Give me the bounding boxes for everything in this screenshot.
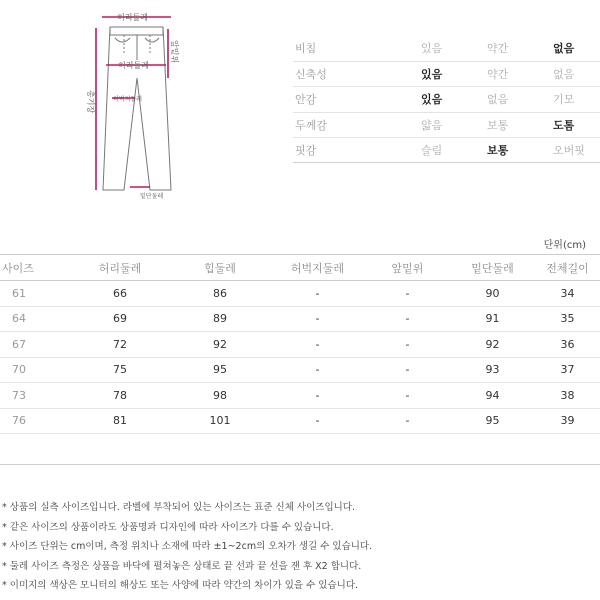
rise-cell: - — [365, 383, 450, 409]
hem-cell: 92 — [450, 332, 535, 358]
attribute-row — [293, 112, 600, 137]
thigh-cell: - — [270, 357, 365, 383]
length-cell: 35 — [535, 306, 600, 332]
header-length: 전체길이 — [535, 255, 600, 281]
attribute-option: 없음 — [553, 42, 575, 56]
hip-cell: 89 — [170, 306, 270, 332]
hem-cell: 95 — [450, 408, 535, 434]
size-cell: 76 — [0, 408, 70, 434]
hem-label: 밑단둘레 — [140, 193, 164, 200]
attribute-name: 안감 — [295, 93, 317, 107]
hip-cell: 101 — [170, 408, 270, 434]
thigh-cell: - — [270, 306, 365, 332]
size-cell: 70 — [0, 357, 70, 383]
attribute-name: 비침 — [295, 42, 317, 56]
attribute-option: 도톰 — [553, 118, 575, 132]
hem-cell: 93 — [450, 357, 535, 383]
header-thigh: 허벅지둘레 — [270, 255, 365, 281]
waist-label: 허리둘레 — [117, 13, 148, 22]
waist-cell: 81 — [70, 408, 170, 434]
table-row — [0, 408, 600, 434]
size-cell: 64 — [0, 306, 70, 332]
length-cell: 39 — [535, 408, 600, 434]
attribute-row — [293, 61, 600, 86]
attribute-name: 핏감 — [295, 144, 317, 158]
waist-cell: 78 — [70, 383, 170, 409]
thigh-cell: - — [270, 281, 365, 307]
header-size: 사이즈 — [0, 255, 70, 281]
attribute-option: 슬림 — [421, 144, 443, 158]
size-cell: 73 — [0, 383, 70, 409]
fabric-attribute-table — [293, 36, 600, 163]
attribute-option: 있음 — [421, 68, 443, 82]
attribute-name: 두께감 — [295, 118, 327, 132]
size-notes — [0, 498, 600, 596]
header-waist: 허리둘레 — [70, 255, 170, 281]
attribute-option: 약간 — [487, 68, 509, 82]
table-row — [0, 281, 600, 307]
attribute-option: 있음 — [421, 93, 443, 107]
header-hem: 밑단둘레 — [450, 255, 535, 281]
thigh-cell: - — [270, 332, 365, 358]
attribute-row — [293, 36, 600, 61]
thigh-cell: - — [270, 383, 365, 409]
attribute-row — [293, 138, 600, 163]
hip-label: 허리둘레 — [118, 61, 149, 70]
rise-cell: - — [365, 332, 450, 358]
hem-cell: 91 — [450, 306, 535, 332]
thigh-label: 허벅지둘레 — [113, 96, 142, 103]
attribute-option: 있음 — [421, 42, 443, 56]
table-row — [0, 383, 600, 409]
waist-cell: 72 — [70, 332, 170, 358]
header-rise: 앞밑위 — [365, 255, 450, 281]
attribute-option: 없음 — [487, 93, 509, 107]
thigh-cell: - — [270, 408, 365, 434]
attribute-option: 얇음 — [421, 118, 443, 132]
unit-label: 단위(cm) — [543, 240, 586, 251]
length-cell: 34 — [535, 281, 600, 307]
size-table-header — [0, 255, 600, 281]
waist-cell: 75 — [70, 357, 170, 383]
note-item: * 사이즈 단위는 cm이며, 측정 위치나 소재에 따라 ±1~2cm의 오차가 생길 수 있습니다. — [2, 541, 373, 552]
length-cell: 36 — [535, 332, 600, 358]
attribute-option: 기모 — [553, 93, 575, 107]
attribute-option: 보통 — [487, 144, 509, 158]
pants-illustration — [103, 27, 171, 190]
hip-cell: 98 — [170, 383, 270, 409]
hip-cell: 86 — [170, 281, 270, 307]
note-item: * 같은 사이즈의 상품이라도 상품명과 디자인에 따라 사이즈가 다를 수 있습니다. — [2, 521, 334, 533]
rise-cell: - — [365, 306, 450, 332]
size-table — [0, 254, 600, 465]
attribute-row — [293, 87, 600, 112]
rise-label: 앞밑위 — [170, 40, 179, 64]
note-item: * 이미지의 색상은 모니터의 해상도 또는 사양에 따라 약간의 차이가 있을 수 있습니다. — [2, 580, 359, 591]
hem-cell: 94 — [450, 383, 535, 409]
size-cell: 61 — [0, 281, 70, 307]
rise-cell: - — [365, 281, 450, 307]
rise-cell: - — [365, 408, 450, 434]
size-cell: 67 — [0, 332, 70, 358]
attribute-option: 없음 — [553, 68, 575, 82]
attribute-option: 오버핏 — [553, 144, 585, 158]
length-label: 총기장 — [86, 90, 95, 114]
attribute-option: 약간 — [487, 42, 509, 56]
length-cell: 37 — [535, 357, 600, 383]
note-item: * 상품의 실측 사이즈입니다. 라벨에 부착되어 있는 사이즈는 표준 신체 사이즈입니다. — [2, 502, 356, 513]
attribute-option: 보통 — [487, 118, 509, 132]
empty-row — [0, 434, 600, 465]
waist-cell: 66 — [70, 281, 170, 307]
rise-cell: - — [365, 357, 450, 383]
hem-cell: 90 — [450, 281, 535, 307]
header-hip: 힙둘레 — [170, 255, 270, 281]
hip-cell: 92 — [170, 332, 270, 358]
table-row — [0, 332, 600, 358]
note-item: * 둘레 사이즈 측정은 상품을 바닥에 펼쳐놓은 상태로 끝 선과 끝 선을 잰 후 X2 합니다. — [2, 560, 362, 572]
attribute-name: 신축성 — [295, 68, 327, 82]
pants-measurement-diagram — [0, 0, 220, 205]
length-cell: 38 — [535, 383, 600, 409]
table-row — [0, 357, 600, 383]
table-row — [0, 306, 600, 332]
hip-cell: 95 — [170, 357, 270, 383]
waist-cell: 69 — [70, 306, 170, 332]
